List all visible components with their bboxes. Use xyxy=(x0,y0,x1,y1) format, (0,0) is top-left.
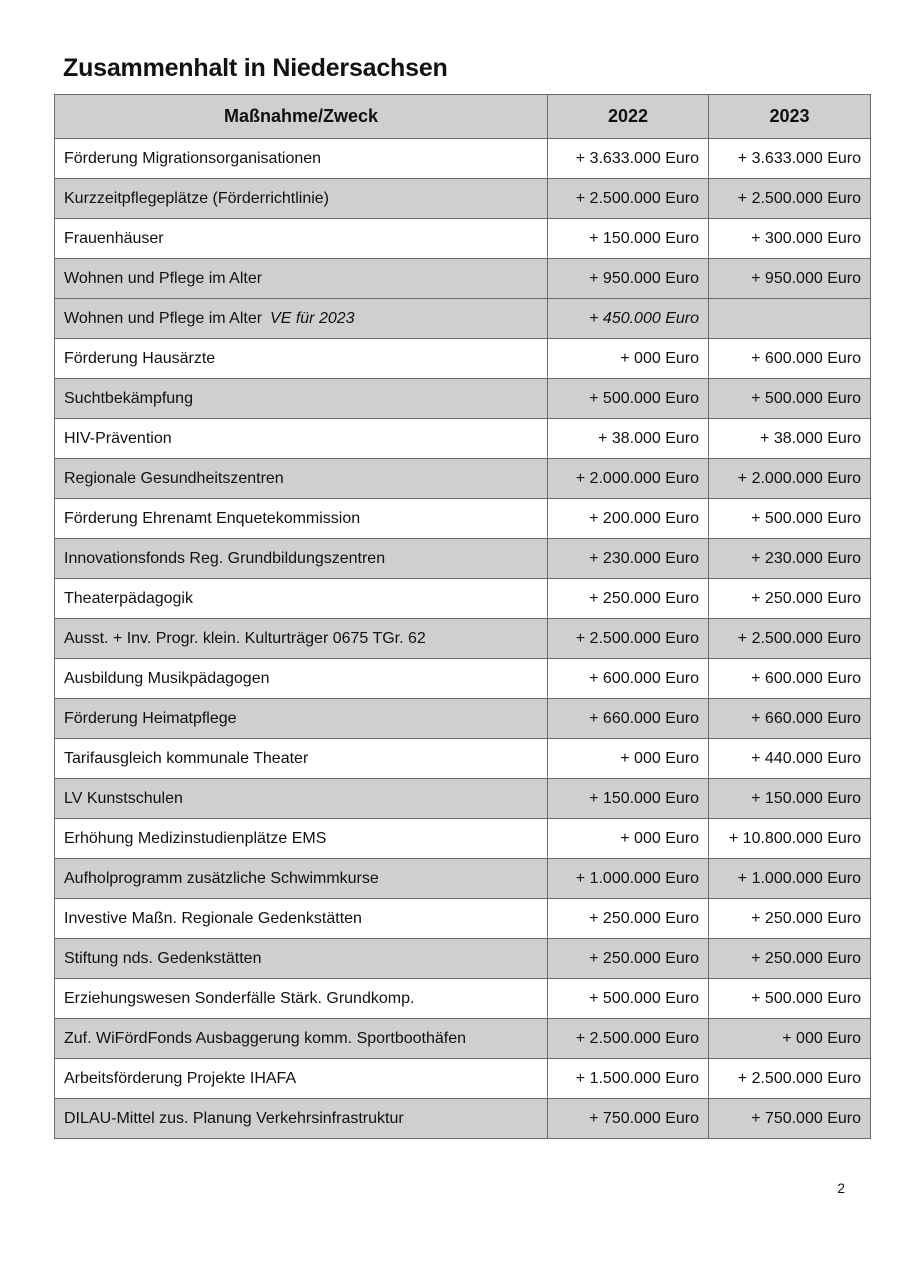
value-2023-cell: + 500.000 Euro xyxy=(709,979,871,1019)
table-row xyxy=(55,819,871,859)
value-2022-cell: + 2.000.000 Euro xyxy=(548,459,709,499)
measure-cell xyxy=(55,499,548,539)
table-row xyxy=(55,899,871,939)
value-2023-cell: + 3.633.000 Euro xyxy=(709,139,871,179)
measure-cell xyxy=(55,419,548,459)
value-2022-cell: + 1.000.000 Euro xyxy=(548,859,709,899)
measure-cell xyxy=(55,619,548,659)
page-title: Zusammenhalt in Niedersachsen xyxy=(63,54,448,82)
measure-name: Erziehungswesen Sonderfälle Stärk. Grundkomp. xyxy=(64,989,415,1007)
value-2023-cell: + 440.000 Euro xyxy=(709,739,871,779)
value-2023-cell: + 500.000 Euro xyxy=(709,499,871,539)
header-row xyxy=(55,95,871,139)
value-2022-cell: + 3.633.000 Euro xyxy=(548,139,709,179)
value-2022-cell: + 230.000 Euro xyxy=(548,539,709,579)
table-row xyxy=(55,179,871,219)
measure-name: Ausst. + Inv. Progr. klein. Kulturträger 0675 TGr. 62 xyxy=(64,629,426,647)
measure-cell xyxy=(55,819,548,859)
column-header-measure: Maßnahme/Zweck xyxy=(55,95,548,139)
measure-name: Förderung Hausärzte xyxy=(64,349,216,367)
measure-name: Wohnen und Pflege im Alter xyxy=(64,269,263,287)
table-row xyxy=(55,699,871,739)
value-2023-cell: + 660.000 Euro xyxy=(709,699,871,739)
value-2022-cell: + 500.000 Euro xyxy=(548,379,709,419)
measure-name: DILAU-Mittel zus. Planung Verkehrsinfrastruktur xyxy=(64,1109,404,1127)
table-row xyxy=(55,539,871,579)
measure-name: Förderung Heimatpflege xyxy=(64,709,237,727)
page-number: 2 xyxy=(837,1180,845,1196)
measure-note: VE für 2023 xyxy=(270,309,355,327)
value-2023-cell: + 38.000 Euro xyxy=(709,419,871,459)
table-row xyxy=(55,659,871,699)
measure-name: Theaterpädagogik xyxy=(64,589,193,607)
table-row xyxy=(55,1099,871,1139)
value-2022-cell: + 2.500.000 Euro xyxy=(548,619,709,659)
table-header xyxy=(55,95,871,139)
value-2022-cell: + 150.000 Euro xyxy=(548,779,709,819)
measure-cell xyxy=(55,539,548,579)
value-2023-cell: + 600.000 Euro xyxy=(709,659,871,699)
measure-cell xyxy=(55,379,548,419)
value-2022-cell: + 000 Euro xyxy=(548,739,709,779)
value-2022-cell: + 2.500.000 Euro xyxy=(548,1019,709,1059)
measure-cell xyxy=(55,299,548,339)
table-row xyxy=(55,739,871,779)
measure-cell xyxy=(55,899,548,939)
measure-cell xyxy=(55,939,548,979)
value-2022-cell: + 250.000 Euro xyxy=(548,579,709,619)
value-2022-cell: + 000 Euro xyxy=(548,819,709,859)
value-2022-cell: + 000 Euro xyxy=(548,339,709,379)
measure-name: Arbeitsförderung Projekte IHAFA xyxy=(64,1069,297,1087)
measure-cell xyxy=(55,259,548,299)
measure-cell xyxy=(55,659,548,699)
table-row xyxy=(55,859,871,899)
value-2022-cell: + 1.500.000 Euro xyxy=(548,1059,709,1099)
measure-name: Förderung Migrationsorganisationen xyxy=(64,149,322,167)
value-2023-cell: + 10.800.000 Euro xyxy=(709,819,871,859)
measure-cell xyxy=(55,1019,548,1059)
measure-name: Aufholprogramm zusätzliche Schwimmkurse xyxy=(64,869,379,887)
measure-name: HIV-Prävention xyxy=(64,429,172,447)
measure-name: Suchtbekämpfung xyxy=(64,389,193,407)
measure-cell xyxy=(55,339,548,379)
budget-table xyxy=(54,94,871,1139)
value-2022-cell: + 200.000 Euro xyxy=(548,499,709,539)
measure-name: Frauenhäuser xyxy=(64,229,164,247)
table-row xyxy=(55,299,871,339)
table-row xyxy=(55,259,871,299)
value-2022-cell: + 250.000 Euro xyxy=(548,899,709,939)
value-2022-cell: + 38.000 Euro xyxy=(548,419,709,459)
measure-name: Wohnen und Pflege im Alter xyxy=(64,309,263,327)
value-2022-cell: + 250.000 Euro xyxy=(548,939,709,979)
table-row xyxy=(55,979,871,1019)
measure-cell xyxy=(55,179,548,219)
column-header-2023: 2023 xyxy=(709,95,871,139)
column-header-2022: 2022 xyxy=(548,95,709,139)
table-row xyxy=(55,339,871,379)
measure-cell xyxy=(55,1099,548,1139)
value-2023-cell: + 250.000 Euro xyxy=(709,579,871,619)
value-2023-cell: + 250.000 Euro xyxy=(709,899,871,939)
measure-name: Förderung Ehrenamt Enquetekommission xyxy=(64,509,361,527)
table-row xyxy=(55,579,871,619)
measure-name: Erhöhung Medizinstudienplätze EMS xyxy=(64,829,327,847)
value-2023-cell: + 250.000 Euro xyxy=(709,939,871,979)
value-2023-cell: + 1.000.000 Euro xyxy=(709,859,871,899)
measure-cell xyxy=(55,1059,548,1099)
table-row xyxy=(55,419,871,459)
value-2022-cell: + 750.000 Euro xyxy=(548,1099,709,1139)
value-2022-cell: + 2.500.000 Euro xyxy=(548,179,709,219)
measure-cell xyxy=(55,699,548,739)
measure-cell xyxy=(55,779,548,819)
measure-name: Stiftung nds. Gedenkstätten xyxy=(64,949,262,967)
measure-name: Investive Maßn. Regionale Gedenkstätten xyxy=(64,909,362,927)
value-2023-cell: + 950.000 Euro xyxy=(709,259,871,299)
value-2023-cell: + 2.500.000 Euro xyxy=(709,179,871,219)
table-body xyxy=(55,139,871,1139)
measure-name: Tarifausgleich kommunale Theater xyxy=(64,749,309,767)
measure-name: Ausbildung Musikpädagogen xyxy=(64,669,270,687)
measure-cell xyxy=(55,739,548,779)
value-2023-cell: + 600.000 Euro xyxy=(709,339,871,379)
table-row xyxy=(55,139,871,179)
table-row xyxy=(55,499,871,539)
value-2022-cell: + 660.000 Euro xyxy=(548,699,709,739)
measure-name: Zuf. WiFördFonds Ausbaggerung komm. Sportboothäfen xyxy=(64,1029,466,1047)
measure-cell xyxy=(55,219,548,259)
measure-cell xyxy=(55,459,548,499)
measure-name: Kurzzeitpflegeplätze (Förderrichtlinie) xyxy=(64,189,329,207)
value-2023-cell: + 2.500.000 Euro xyxy=(709,1059,871,1099)
value-2023-cell: + 500.000 Euro xyxy=(709,379,871,419)
value-2023-cell: + 2.500.000 Euro xyxy=(709,619,871,659)
value-2023-cell: + 2.000.000 Euro xyxy=(709,459,871,499)
measure-cell xyxy=(55,579,548,619)
measure-cell xyxy=(55,979,548,1019)
table-row xyxy=(55,619,871,659)
table-row xyxy=(55,379,871,419)
measure-cell xyxy=(55,139,548,179)
value-2023-cell: + 750.000 Euro xyxy=(709,1099,871,1139)
measure-cell xyxy=(55,859,548,899)
measure-name: Regionale Gesundheitszentren xyxy=(64,469,284,487)
table-row xyxy=(55,1019,871,1059)
measure-name: Innovationsfonds Reg. Grundbildungszentren xyxy=(64,549,386,567)
table-row xyxy=(55,1059,871,1099)
table-row xyxy=(55,939,871,979)
value-2023-cell: + 000 Euro xyxy=(709,1019,871,1059)
value-2022-cell: + 950.000 Euro xyxy=(548,259,709,299)
value-2023-cell: + 230.000 Euro xyxy=(709,539,871,579)
table-row xyxy=(55,779,871,819)
value-2022-cell: + 450.000 Euro xyxy=(548,299,709,339)
value-2022-cell: + 150.000 Euro xyxy=(548,219,709,259)
value-2023-cell: + 150.000 Euro xyxy=(709,779,871,819)
table-row xyxy=(55,459,871,499)
table-row xyxy=(55,219,871,259)
value-2022-cell: + 500.000 Euro xyxy=(548,979,709,1019)
measure-name: LV Kunstschulen xyxy=(64,789,183,807)
value-2023-cell xyxy=(709,299,871,339)
value-2022-cell: + 600.000 Euro xyxy=(548,659,709,699)
value-2023-cell: + 300.000 Euro xyxy=(709,219,871,259)
